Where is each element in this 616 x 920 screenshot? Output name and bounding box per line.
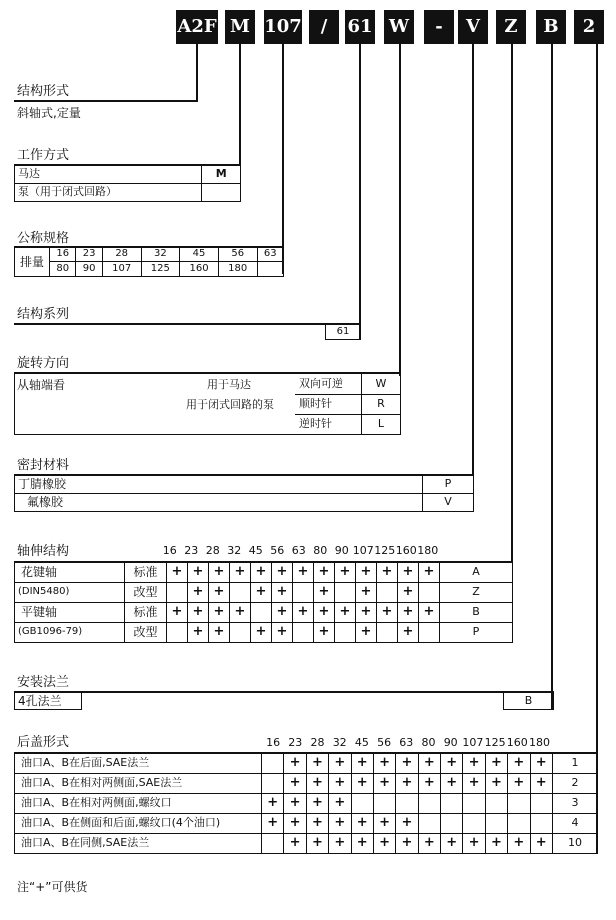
cover-label: 油口A、B在相对两侧面,螺纹口 [15, 793, 262, 813]
size-cell: 107 [102, 262, 141, 277]
shaft-size-label: 23 [184, 544, 199, 557]
availability-mark: + [209, 622, 230, 642]
availability-mark [485, 793, 507, 813]
availability-mark [419, 582, 440, 602]
code-box-w: W [384, 10, 414, 44]
shaft-size-label: 180 [417, 544, 439, 557]
size-cell: 63 [257, 247, 283, 262]
cover-code: 4 [553, 813, 598, 833]
availability-mark: + [373, 773, 395, 793]
availability-mark: + [419, 602, 440, 622]
cover-size-label: 90 [443, 736, 458, 749]
availability-mark: + [398, 602, 419, 622]
rotation-bi: 双向可逆 [295, 374, 362, 394]
availability-mark [335, 582, 356, 602]
availability-mark: + [293, 602, 314, 622]
availability-mark: + [209, 602, 230, 622]
leader-line [511, 44, 513, 563]
availability-mark: + [351, 753, 373, 773]
shaft-size-label: 56 [270, 544, 285, 557]
availability-mark [335, 622, 356, 642]
leader-line [551, 44, 553, 710]
availability-mark: + [508, 773, 530, 793]
availability-mark: + [314, 582, 335, 602]
cover-code: 2 [553, 773, 598, 793]
cover-code: 10 [553, 833, 598, 853]
operation-table [14, 165, 241, 202]
cover-size-label: 107 [462, 736, 484, 749]
availability-mark: + [419, 562, 440, 582]
leader-line [282, 44, 284, 274]
availability-mark: + [284, 773, 306, 793]
shaft-key-std: (GB1096-79) [15, 622, 125, 642]
cover-size-label: 80 [421, 736, 436, 749]
rotation-ccw-code: L [362, 414, 401, 434]
availability-mark [251, 602, 272, 622]
availability-mark: + [418, 753, 440, 773]
code-box-107: 107 [264, 10, 302, 44]
cover-size-label: 28 [310, 736, 325, 749]
cover-row [15, 813, 598, 833]
availability-mark [262, 753, 284, 773]
code-box-a2f: A2F [176, 10, 218, 44]
cover-size-label: 160 [506, 736, 528, 749]
availability-mark: + [335, 562, 356, 582]
shaft-code: B [440, 602, 513, 622]
code-box-61: 61 [345, 10, 375, 44]
cover-row [15, 773, 598, 793]
availability-mark: + [262, 793, 284, 813]
availability-mark: + [329, 813, 351, 833]
size-cell: 16 [50, 247, 76, 262]
rotation-from: 从轴端看 [17, 378, 66, 392]
availability-mark: + [306, 753, 328, 773]
section-rule [14, 323, 361, 325]
code-box-v: V [458, 10, 488, 44]
availability-mark [262, 773, 284, 793]
availability-mark [530, 793, 553, 813]
availability-mark [230, 582, 251, 602]
size-cell: 125 [141, 262, 180, 277]
cover-code: 1 [553, 753, 598, 773]
availability-mark [463, 813, 485, 833]
cover-size-label: 45 [354, 736, 369, 749]
availability-mark: + [306, 833, 328, 853]
availability-mark: + [209, 562, 230, 582]
availability-mark: + [396, 753, 418, 773]
flange-code-table [503, 692, 554, 710]
size-cell: 180 [218, 262, 257, 277]
availability-mark: + [373, 833, 395, 853]
section-title-flange: 安装法兰 [17, 675, 70, 690]
availability-mark: + [398, 622, 419, 642]
availability-mark: + [284, 793, 306, 813]
cover-label: 油口A、B在同侧,SAE法兰 [15, 833, 262, 853]
rotation-cw: 顺时针 [295, 394, 362, 414]
cover-size-label: 180 [528, 736, 550, 749]
size-cell: 80 [50, 262, 76, 277]
shaft-size-label: 28 [205, 544, 220, 557]
availability-mark: + [230, 562, 251, 582]
availability-mark: + [284, 813, 306, 833]
section-title-operation: 工作方式 [17, 148, 70, 163]
shaft-modified: 改型 [125, 582, 167, 602]
shaft-size-label: 32 [227, 544, 242, 557]
size-cell: 32 [141, 247, 180, 262]
shaft-size-label: 80 [313, 544, 328, 557]
rotation-bi-code: W [362, 374, 401, 394]
flange-label: 4孔法兰 [15, 692, 82, 710]
availability-mark: + [351, 813, 373, 833]
availability-mark [441, 813, 463, 833]
cover-label: 油口A、B在相对两侧面,SAE法兰 [15, 773, 262, 793]
availability-mark: + [441, 773, 463, 793]
shaft-code: P [440, 622, 513, 642]
section-title-seal: 密封材料 [17, 458, 70, 473]
size-cell: 45 [180, 247, 219, 262]
shaft-code: A [440, 562, 513, 582]
availability-mark: + [356, 582, 377, 602]
availability-mark: + [272, 582, 293, 602]
size-cell: 56 [218, 247, 257, 262]
availability-mark: + [351, 773, 373, 793]
availability-mark: + [314, 622, 335, 642]
availability-mark [377, 622, 398, 642]
availability-mark: + [306, 813, 328, 833]
availability-mark [167, 622, 188, 642]
availability-mark: + [209, 582, 230, 602]
cover-label: 油口A、B在侧面和后面,螺纹口(4个油口) [15, 813, 262, 833]
availability-mark [508, 813, 530, 833]
availability-mark [167, 582, 188, 602]
availability-mark [463, 793, 485, 813]
shaft-size-label: 63 [291, 544, 306, 557]
availability-mark: + [272, 562, 293, 582]
shaft-size-label: 45 [248, 544, 263, 557]
availability-mark: + [441, 753, 463, 773]
cover-row [15, 793, 598, 813]
availability-mark [418, 813, 440, 833]
availability-mark: + [230, 602, 251, 622]
availability-mark: + [396, 773, 418, 793]
flange-code: B [504, 692, 554, 710]
seal-fkm-code: V [423, 493, 474, 511]
availability-mark: + [314, 562, 335, 582]
shaft-code: Z [440, 582, 513, 602]
availability-mark: + [356, 602, 377, 622]
cover-size-label: 32 [332, 736, 347, 749]
availability-mark [293, 582, 314, 602]
availability-mark: + [306, 793, 328, 813]
availability-mark: + [373, 813, 395, 833]
series-code: 61 [326, 324, 361, 340]
availability-mark: + [167, 562, 188, 582]
availability-mark: + [463, 833, 485, 853]
availability-mark: + [463, 753, 485, 773]
availability-mark: + [188, 622, 209, 642]
cover-code: 3 [553, 793, 598, 813]
leader-line [399, 44, 401, 376]
cover-size-label: 16 [266, 736, 281, 749]
size-table [14, 247, 284, 277]
availability-mark: + [530, 773, 553, 793]
seal-nbr-code: P [423, 475, 474, 493]
availability-mark: + [262, 813, 284, 833]
structure-desc: 斜轴式,定量 [17, 106, 81, 120]
availability-mark: + [396, 813, 418, 833]
code-box-dash: - [424, 10, 454, 44]
size-cell [257, 262, 283, 277]
rotation-table [295, 374, 401, 435]
section-title-size: 公称规格 [17, 231, 70, 246]
availability-mark [508, 793, 530, 813]
availability-mark: + [398, 582, 419, 602]
availability-mark [530, 813, 553, 833]
availability-mark: + [329, 773, 351, 793]
shaft-standard: 标准 [125, 602, 167, 622]
section-title-shaft: 轴伸结构 [17, 544, 70, 559]
shaft-standard: 标准 [125, 562, 167, 582]
availability-mark: + [306, 773, 328, 793]
availability-mark [293, 622, 314, 642]
size-cell: 90 [76, 262, 102, 277]
code-box-z: Z [496, 10, 526, 44]
availability-mark [485, 813, 507, 833]
availability-mark: + [463, 773, 485, 793]
availability-mark: + [441, 833, 463, 853]
operation-motor-code: M [202, 165, 241, 183]
size-cell: 28 [102, 247, 141, 262]
rotation-ccw: 逆时针 [295, 414, 362, 434]
cover-size-label: 125 [484, 736, 506, 749]
rotation-pump: 用于闭式回路的泵 [186, 398, 274, 411]
availability-mark [230, 622, 251, 642]
leader-line [239, 44, 241, 166]
size-cell: 23 [76, 247, 102, 262]
cover-size-label: 56 [377, 736, 392, 749]
availability-mark: + [508, 753, 530, 773]
availability-mark: + [377, 562, 398, 582]
availability-mark: + [373, 753, 395, 773]
seal-fkm: 氟橡胶 [15, 493, 423, 511]
availability-mark: + [272, 602, 293, 622]
availability-mark [418, 793, 440, 813]
leader-line [472, 44, 474, 476]
availability-note: 注“+”可供货 [17, 880, 88, 894]
availability-mark: + [356, 562, 377, 582]
shaft-size-label: 90 [334, 544, 349, 557]
shaft-size-label: 107 [352, 544, 374, 557]
availability-mark: + [329, 833, 351, 853]
availability-mark: + [293, 562, 314, 582]
availability-mark [262, 833, 284, 853]
shaft-spline: 花键轴 [15, 562, 125, 582]
availability-mark: + [335, 602, 356, 622]
shaft-key: 平键轴 [15, 602, 125, 622]
availability-mark: + [284, 833, 306, 853]
availability-mark [419, 622, 440, 642]
availability-mark: + [188, 602, 209, 622]
availability-mark: + [356, 622, 377, 642]
section-title-series: 结构系列 [17, 307, 70, 322]
availability-mark [377, 582, 398, 602]
availability-mark: + [284, 753, 306, 773]
availability-mark: + [418, 773, 440, 793]
availability-mark: + [329, 753, 351, 773]
seal-nbr: 丁腈橡胶 [15, 475, 423, 493]
series-table [325, 324, 361, 340]
code-box-2: 2 [574, 10, 604, 44]
leader-line [196, 44, 198, 101]
shaft-size-label: 125 [374, 544, 396, 557]
cover-row [15, 833, 598, 853]
section-rule [14, 100, 198, 102]
availability-mark: + [377, 602, 398, 622]
cover-label: 油口A、B在后面,SAE法兰 [15, 753, 262, 773]
operation-pump: 泵（用于闭式回路） [15, 183, 202, 201]
code-box-b: B [536, 10, 566, 44]
availability-mark: + [418, 833, 440, 853]
availability-mark: + [485, 753, 507, 773]
size-label: 排量 [15, 247, 50, 277]
availability-mark: + [188, 562, 209, 582]
cover-table [14, 753, 598, 854]
availability-mark: + [508, 833, 530, 853]
rotation-motor: 用于马达 [207, 378, 251, 391]
rotation-cw-code: R [362, 394, 401, 414]
availability-mark: + [485, 773, 507, 793]
shaft-size-label: 16 [162, 544, 177, 557]
availability-mark [373, 793, 395, 813]
cover-size-label: 63 [399, 736, 414, 749]
size-cell: 160 [180, 262, 219, 277]
leader-line [359, 44, 361, 340]
availability-mark: + [530, 753, 553, 773]
availability-mark: + [396, 833, 418, 853]
leader-line [596, 44, 598, 854]
section-title-cover: 后盖形式 [17, 735, 70, 750]
availability-mark [351, 793, 373, 813]
operation-motor: 马达 [15, 165, 202, 183]
section-title-rotation: 旋转方向 [17, 356, 70, 371]
shaft-spline-std: (DIN5480) [15, 582, 125, 602]
section-rule [14, 691, 554, 693]
availability-mark: + [188, 582, 209, 602]
shaft-modified: 改型 [125, 622, 167, 642]
flange-label-table [14, 692, 82, 710]
cover-size-label: 23 [288, 736, 303, 749]
shaft-table [14, 562, 513, 643]
code-box-slash: / [309, 10, 339, 44]
availability-mark: + [351, 833, 373, 853]
section-title-structure: 结构形式 [17, 84, 70, 99]
availability-mark: + [329, 793, 351, 813]
availability-mark: + [251, 622, 272, 642]
availability-mark: + [251, 562, 272, 582]
code-box-m: M [225, 10, 255, 44]
availability-mark [396, 793, 418, 813]
availability-mark: + [530, 833, 553, 853]
availability-mark: + [314, 602, 335, 622]
availability-mark: + [272, 622, 293, 642]
availability-mark [441, 793, 463, 813]
availability-mark: + [398, 562, 419, 582]
availability-mark: + [167, 602, 188, 622]
cover-row [15, 753, 598, 773]
shaft-size-label: 160 [395, 544, 417, 557]
availability-mark: + [251, 582, 272, 602]
seal-table [14, 475, 474, 512]
availability-mark: + [485, 833, 507, 853]
